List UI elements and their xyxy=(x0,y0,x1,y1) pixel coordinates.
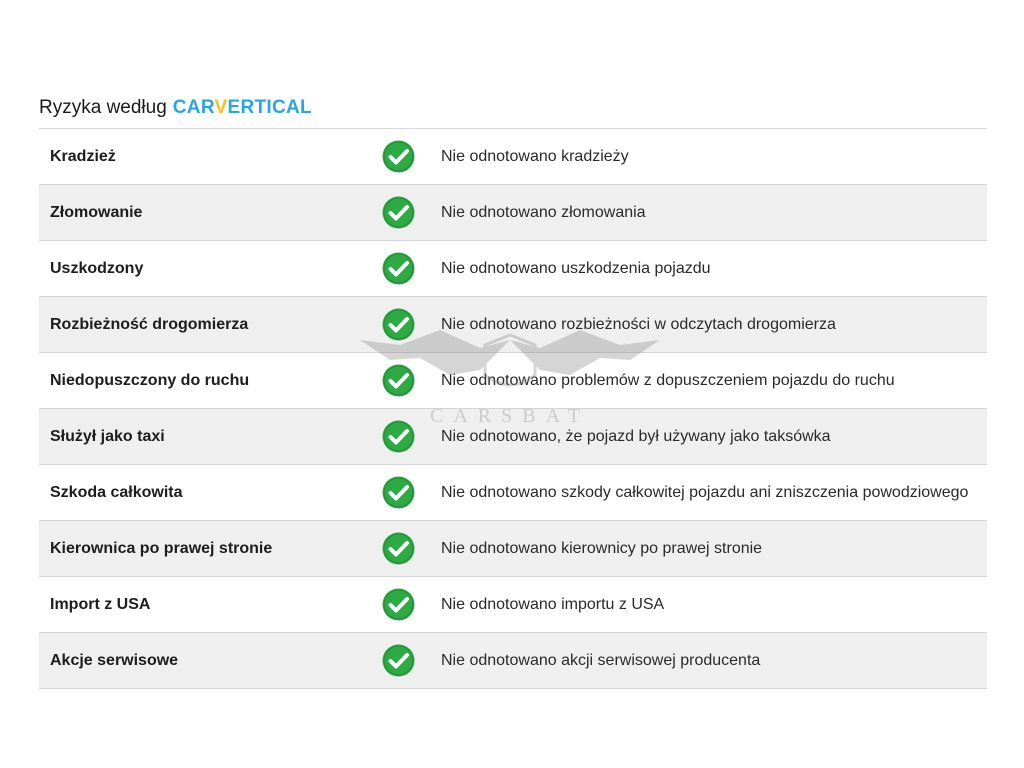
risk-label: Rozbieżność drogomierza xyxy=(50,316,249,333)
check-circle-icon xyxy=(382,420,415,453)
check-circle-icon xyxy=(382,476,415,509)
check-circle-icon xyxy=(382,588,415,621)
risk-label: Akcje serwisowe xyxy=(50,652,179,669)
status-text: Nie odnotowano uszkodzenia pojazdu xyxy=(441,260,711,277)
logo-v: V xyxy=(214,97,228,118)
risk-label: Uszkodzony xyxy=(50,260,144,277)
status-text: Nie odnotowano kradzieży xyxy=(441,148,629,165)
table-row xyxy=(39,521,987,577)
table-row xyxy=(39,577,987,633)
status-text: Nie odnotowano szkody całkowitej pojazdu ani zniszczenia powodziowego xyxy=(441,484,969,501)
watermark-text: CARSBAT xyxy=(429,405,591,427)
carvertical-logo xyxy=(173,97,312,119)
check-circle-icon xyxy=(382,196,415,229)
section-title: Ryzyka według xyxy=(39,97,167,118)
risk-table xyxy=(39,128,987,689)
table-row xyxy=(39,633,987,689)
risk-label: Kierownica po prawej stronie xyxy=(50,540,273,557)
table-row xyxy=(39,129,987,185)
status-text: Nie odnotowano problemów z dopuszczeniem pojazdu do ruchu xyxy=(441,372,895,389)
risk-label: Import z USA xyxy=(50,596,151,613)
check-circle-icon xyxy=(382,252,415,285)
logo-car: CAR xyxy=(172,97,215,118)
risk-label: Złomowanie xyxy=(50,204,143,221)
check-circle-icon xyxy=(382,140,415,173)
status-text: Nie odnotowano kierownicy po prawej stronie xyxy=(441,540,763,557)
table-row xyxy=(39,185,987,241)
risk-label: Kradzież xyxy=(50,148,116,165)
check-circle-icon xyxy=(382,532,415,565)
status-text: Nie odnotowano złomowania xyxy=(441,204,646,221)
risk-label: Szkoda całkowita xyxy=(50,484,183,501)
risk-label: Służył jako taxi xyxy=(50,428,165,445)
check-circle-icon xyxy=(382,308,415,341)
table-row xyxy=(39,465,987,521)
risk-label: Niedopuszczony do ruchu xyxy=(50,372,250,389)
check-circle-icon xyxy=(382,364,415,397)
check-circle-icon xyxy=(382,644,415,677)
status-text: Nie odnotowano, że pojazd był używany jako taksówka xyxy=(441,428,831,445)
table-row xyxy=(39,297,987,353)
status-text: Nie odnotowano rozbieżności w odczytach drogomierza xyxy=(441,316,836,333)
table-row xyxy=(39,241,987,297)
logo-ertical: ERTICAL xyxy=(227,97,312,118)
table-row xyxy=(39,409,987,465)
section-header xyxy=(39,93,312,123)
status-text: Nie odnotowano importu z USA xyxy=(441,596,665,613)
table-row xyxy=(39,353,987,409)
status-text: Nie odnotowano akcji serwisowej producenta xyxy=(441,652,761,669)
